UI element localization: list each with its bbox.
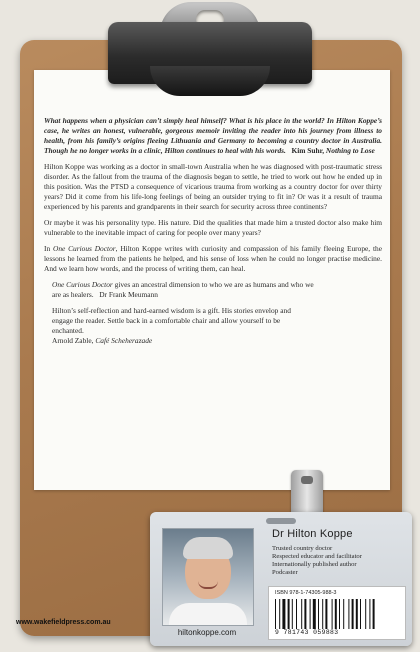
endorsement-2-text: Hilton’s self-reflection and hard-earned wisdom is a gift. His stories envelop and engage the reader. Settle back in a comfortable chair and allow yourself to be enchanted. [52, 306, 291, 335]
role-3: Internationally published author [272, 561, 357, 568]
barcode [268, 586, 406, 640]
barcode-stripe [348, 599, 349, 629]
badge-roles [272, 545, 408, 577]
barcode-stripe [339, 599, 340, 629]
blurb-p3-rest: , Hilton Koppe writes with curiosity and compassion of his family fleeing Europe, the lessons he learned from the patients he helped, and his sense of loss when he could no longer practise medicine. And we learn how words, and the process of writing them, can heal. [44, 244, 382, 273]
blurb-paragraph-2: Or maybe it was his personality type. His nature. Did the qualities that made him a trusted doctor also make him vulnerable to the inevitable impact of caring for people over many years? [44, 218, 382, 237]
endorsement-1-text: gives an ancestral dimension to who we are as humans and who we are as healers. [52, 280, 314, 299]
barcode-stripe [279, 599, 280, 629]
role-2: Respected educator and facilitator [272, 553, 362, 560]
barcode-stripe [360, 599, 361, 629]
barcode-stripe [369, 599, 370, 629]
barcode-bars [275, 599, 399, 629]
author-photo [162, 528, 254, 626]
endorsement-2-work: Café Scheherazade [95, 336, 153, 345]
pull-quote [44, 116, 382, 156]
publisher-website: www.wakefieldpress.com.au [16, 619, 111, 626]
quote-text: What happens when a physician can’t simply heal himself? What is his place in the world? In Hilton Koppe’s case, he writes an honest, vulnerable, gorgeous memoir inviting the reader into his journey from illness to health, from his family’s origins fleeing Lithuania and Germany to becoming a country doctor in Australia. Though he no longer works in a clinic, Hilton continues to heal with his words. [44, 116, 382, 155]
blurb-paragraph-3 [44, 244, 382, 274]
barcode-stripe [318, 599, 319, 629]
barcode-stripe [356, 599, 358, 629]
barcode-stripe [296, 599, 297, 629]
photo-shirt [169, 603, 247, 626]
back-cover-text [44, 116, 382, 352]
blurb-paragraph-1: Hilton Koppe was working as a doctor in small-town Australia when he was diagnosed with post-traumatic stress disorder. As the fallout from the trauma of the diagnosis began to settle, he tried to work out how he ended up in this position. Was the PTSD a consequence of vicarious trauma from working as a country doctor for over thirty years? Did it come from his life-long feelings of being an outsider trying to fit in? Or was it a result of trauma experienced by his parents and grandparents in their search for security across three continents? [44, 162, 382, 211]
barcode-stripe [365, 599, 366, 629]
barcode-stripe [313, 599, 316, 629]
barcode-stripe [343, 599, 344, 629]
barcode-stripe [304, 599, 306, 629]
barcode-stripe [292, 599, 293, 629]
endorsement-1 [44, 280, 382, 300]
barcode-stripe [288, 599, 290, 629]
author-website: hiltonkoppe.com [177, 628, 237, 637]
barcode-stripe [322, 599, 323, 629]
barcode-stripe [301, 599, 302, 629]
barcode-stripe [352, 599, 354, 629]
paper-sheet [34, 70, 390, 490]
endorsement-2-author: Arnold Zable, [52, 336, 94, 345]
barcode-stripe [275, 599, 276, 629]
barcode-stripe [373, 599, 375, 629]
barcode-stripe [335, 599, 337, 629]
barcode-digits: 9 781743 059883 [275, 629, 339, 636]
barcode-stripe [310, 599, 311, 629]
isbn-text: ISBN 978-1-74305-988-3 [275, 590, 337, 596]
quote-work: Nothing to Lose [325, 146, 375, 155]
photo-hair [183, 537, 233, 559]
endorsement-1-author: Dr Frank Meumann [99, 290, 158, 299]
barcode-stripe [332, 599, 333, 629]
role-4: Podcaster [272, 569, 298, 576]
blurb-p3-lead: In [44, 244, 51, 253]
endorsement-1-title: One Curious Doctor [52, 280, 113, 289]
barcode-stripe [325, 599, 327, 629]
badge-name: Dr Hilton Koppe [272, 528, 353, 540]
badge-slot [266, 518, 296, 524]
book-title-inline: One Curious Doctor [52, 244, 116, 253]
endorsement-2 [44, 306, 382, 346]
id-badge [150, 512, 412, 646]
role-1: Trusted country doctor [272, 545, 333, 552]
quote-author: Kim Suhr, [291, 146, 325, 155]
clipboard-clip-spring [150, 66, 270, 96]
barcode-stripe [282, 599, 285, 629]
